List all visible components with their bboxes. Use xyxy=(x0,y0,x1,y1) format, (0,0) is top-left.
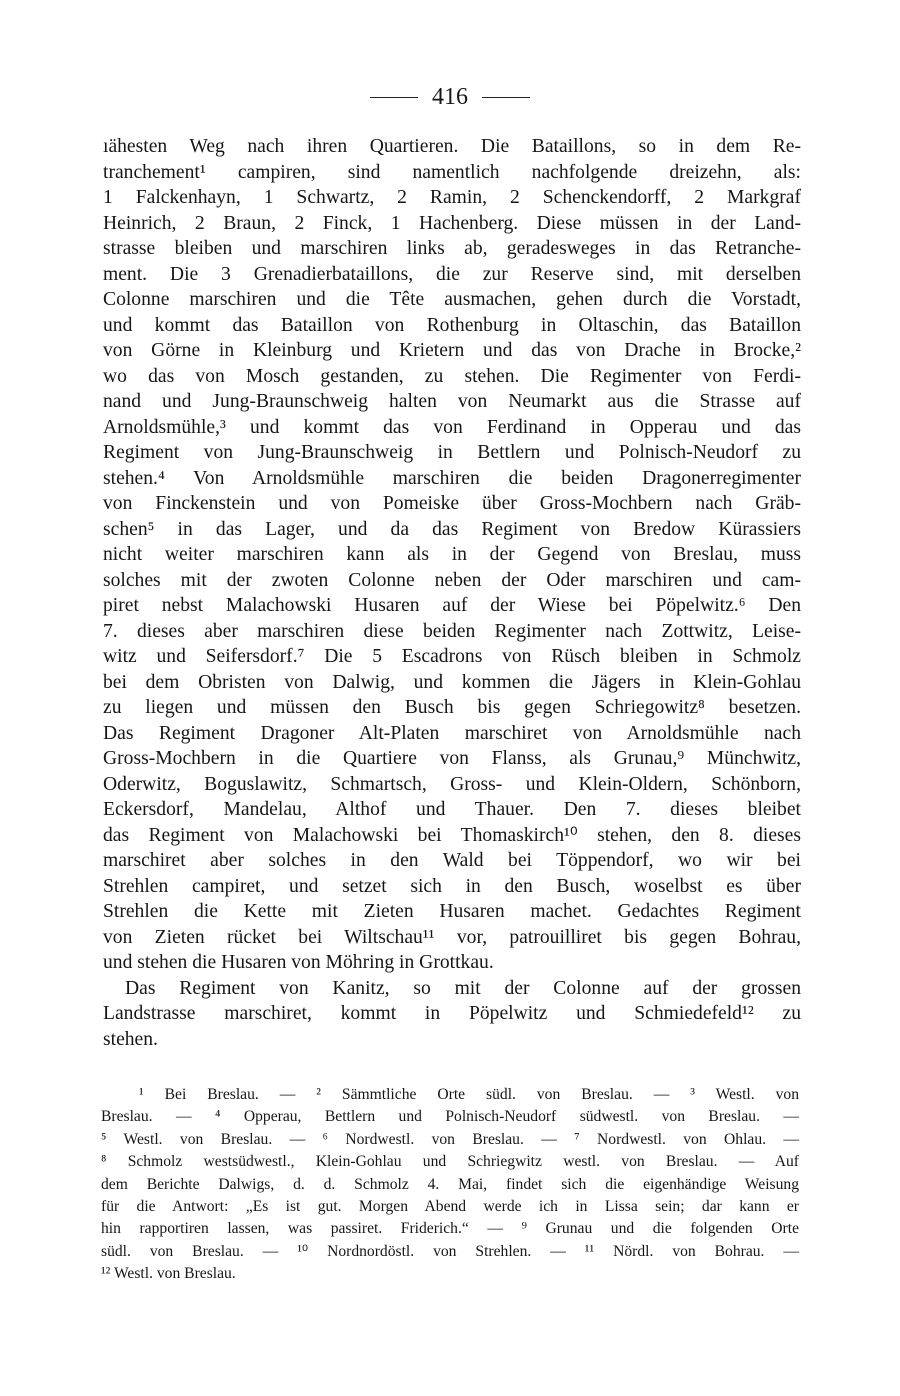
text-line: Landstrasse marschiret, kommt in Pöpelwitz und Schmiedefeld¹² zu xyxy=(103,1003,801,1024)
text-line: piret nebst Malachowski Husaren auf der Wiese bei Pöpelwitz.⁶ Den xyxy=(103,595,801,616)
footnote-line: hin rapportiren lassen, was passiret. Friderich.“ — ⁹ Grunau und die folgenden Orte xyxy=(101,1220,799,1238)
footnote-line: für die Antwort: „Es ist gut. Morgen Abend werde ich in Lissa sein; dar kann er xyxy=(101,1197,799,1215)
text-line: strasse bleiben und marschiren links ab, geradesweges in das Retranche- xyxy=(103,238,801,259)
text-line: Eckersdorf, Mandelau, Althof und Thauer. Den 7. dieses bleibet xyxy=(103,799,801,820)
text-line: Gross-Mochbern in die Quartiere von Flanss, als Grunau,⁹ Münchwitz, xyxy=(103,748,801,769)
footnotes xyxy=(101,1084,799,1286)
text-line: und kommt das Bataillon von Rothenburg in Oltaschin, das Bataillon xyxy=(103,314,801,336)
text-line: Arnoldsmühle,³ und kommt das von Ferdinand in Opperau und das xyxy=(103,416,801,438)
text-line: Oderwitz, Boguslawitz, Schmartsch, Gross- und Klein-Oldern, Schönborn, xyxy=(103,773,801,795)
text-line: stehen.⁴ Von Arnoldsmühle marschiren die beiden Dragonerregimenter xyxy=(103,467,801,489)
text-line: Strehlen die Kette mit Zieten Husaren machet. Gedachtes Regiment xyxy=(103,901,801,922)
text-line: solches mit der zwoten Colonne neben der Oder marschiren und cam- xyxy=(103,569,801,591)
text-line: das Regiment von Malachowski bei Thomaskirch¹⁰ stehen, den 8. dieses xyxy=(103,824,801,846)
text-line: ıähesten Weg nach ihren Quartieren. Die Bataillons, so in dem Re- xyxy=(103,136,801,157)
text-line: bei dem Obristen von Dalwig, und kommen die Jägers in Klein-Gohlau xyxy=(103,671,801,693)
text-line: witz und Seifersdorf.⁷ Die 5 Escadrons von Rüsch bleiben in Schmolz xyxy=(103,646,801,667)
text-line: von Finckenstein und von Pomeiske über Gross-Mochbern nach Gräb- xyxy=(103,493,801,514)
text-line: stehen. xyxy=(103,1028,158,1050)
text-line: Heinrich, 2 Braun, 2 Finck, 1 Hachenberg. Diese müssen in der Land- xyxy=(103,212,801,234)
footnote-line: ¹² Westl. von Breslau. xyxy=(101,1265,236,1283)
text-line: von Zieten rücket bei Wiltschau¹¹ vor, patrouilliret bis gegen Bohrau, xyxy=(103,926,801,948)
text-line: nicht weiter marschiren kann als in der Gegend von Breslau, muss xyxy=(103,544,801,565)
text-line: nand und Jung-Braunschweig halten von Neumarkt aus die Strasse auf xyxy=(103,391,801,412)
text-line: 1 Falckenhayn, 1 Schwartz, 2 Ramin, 2 Schenckendorff, 2 Markgraf xyxy=(103,187,801,208)
body-text xyxy=(103,134,801,1052)
text-line: tranchement¹ campiren, sind namentlich nachfolgende dreizehn, als: xyxy=(103,161,801,183)
text-line: Das Regiment von Kanitz, so mit der Colonne auf der grossen xyxy=(125,977,801,999)
text-line: zu liegen und müssen den Busch bis gegen Schriegowitz⁸ besetzen. xyxy=(103,697,801,718)
header-dash-right xyxy=(482,97,530,98)
text-line: Strehlen campiret, und setzet sich in den Busch, woselbst es über xyxy=(103,875,801,897)
header-dash-left xyxy=(370,97,418,98)
text-line: von Görne in Kleinburg und Krietern und das von Drache in Brocke,² xyxy=(103,340,801,361)
footnote-line: ⁸ Schmolz westsüdwestl., Klein-Gohlau und Schriegwitz westl. von Breslau. — Auf xyxy=(101,1153,799,1171)
footnote-line: ⁵ Westl. von Breslau. — ⁶ Nordwestl. von Breslau. — ⁷ Nordwestl. von Ohlau. — xyxy=(101,1130,799,1148)
text-line: schen⁵ in das Lager, und da das Regiment von Bredow Kürassiers xyxy=(103,518,801,540)
footnote-line: dem Berichte Dalwigs, d. d. Schmolz 4. Mai, findet sich die eigenhändige Weisung xyxy=(101,1175,799,1193)
text-line: marschiret aber solches in den Wald bei Töppendorf, wo wir bei xyxy=(103,850,801,871)
text-line: ment. Die 3 Grenadierbataillons, die zur Reserve sind, mit derselben xyxy=(103,263,801,285)
text-line: 7. dieses aber marschiren diese beiden Regimenter nach Zottwitz, Leise- xyxy=(103,620,801,642)
footnote-line: südl. von Breslau. — ¹⁰ Nordnordöstl. von Strehlen. — ¹¹ Nördl. von Bohrau. — xyxy=(101,1242,799,1260)
text-line: wo das von Mosch gestanden, zu stehen. Die Regimenter von Ferdi- xyxy=(103,365,801,387)
footnote-line: ¹ Bei Breslau. — ² Sämmtliche Orte südl. von Breslau. — ³ Westl. von xyxy=(139,1086,799,1103)
text-line: Regiment von Jung-Braunschweig in Bettlern und Polnisch-Neudorf zu xyxy=(103,442,801,463)
text-line: und stehen die Husaren von Möhring in Grottkau. xyxy=(103,952,494,973)
page-number: 416 xyxy=(432,84,468,110)
page-header xyxy=(0,84,900,111)
footnote-line: Breslau. — ⁴ Opperau, Bettlern und Polnisch-Neudorf südwestl. von Breslau. — xyxy=(101,1108,799,1126)
text-line: Colonne marschiren und die Tête ausmachen, gehen durch die Vorstadt, xyxy=(103,289,801,310)
text-line: Das Regiment Dragoner Alt-Platen marschiret von Arnoldsmühle nach xyxy=(103,722,801,744)
